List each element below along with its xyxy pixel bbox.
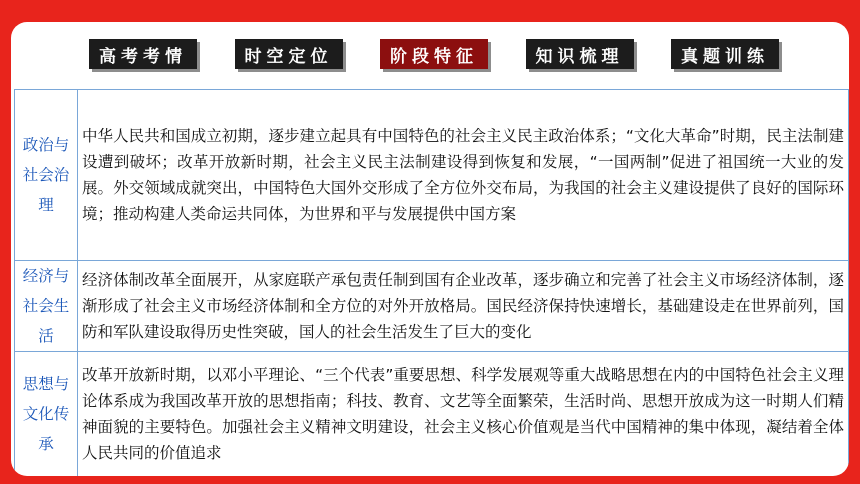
category-culture: 思想与文化传承 (15, 352, 78, 477)
features-table (14, 89, 849, 476)
tab-knowledge-review[interactable]: 知识梳理 (526, 39, 634, 69)
row-text: 中华人民共和国成立初期，逐步建立起具有中国特色的社会主义民主政治体系；“文化大革命”时期，民主法制建设遭到破坏；改革开放新时期，社会主义民主法制建设得到恢复和发展，“一国两制”促进了祖国统一大业的发展。外交领域成就突出，中国特色大国外交形成了全方位外交布局，为我国的社会主义建设提供了良好的国际环境；推动构建人类命运共同体，为世界和平与发展提供中国方案 (78, 90, 849, 261)
tab-stage-features[interactable]: 阶段特征 (380, 39, 488, 69)
tab-bar (89, 39, 779, 69)
table-row (15, 352, 849, 477)
content-panel (11, 22, 849, 476)
tab-exam-practice[interactable]: 真题训练 (671, 39, 779, 69)
table-row (15, 90, 849, 261)
category-politics: 政治与社会治理 (15, 90, 78, 261)
category-economy: 经济与社会生活 (15, 261, 78, 352)
tab-exam-overview[interactable]: 高考考情 (89, 39, 197, 69)
tab-time-space[interactable]: 时空定位 (235, 39, 343, 69)
row-text: 改革开放新时期，以邓小平理论、“三个代表”重要思想、科学发展观等重大战略思想在内的中国特色社会主义理论体系成为我国改革开放的思想指南；科技、教育、文艺等全面繁荣，生活时尚、思想开放成为这一时期人们精神面貌的主要特色。加强社会主义精神文明建设，社会主义核心价值观是当代中国精神的集中体现，凝结着全体人民共同的价值追求 (78, 352, 849, 477)
table-row (15, 261, 849, 352)
row-text: 经济体制改革全面展开，从家庭联产承包责任制到国有企业改革，逐步确立和完善了社会主义市场经济体制，逐渐形成了社会主义市场经济体制和全方位的对外开放格局。国民经济保持快速增长，基础建设走在世界前列，国防和军队建设取得历史性突破，国人的社会生活发生了巨大的变化 (78, 261, 849, 352)
